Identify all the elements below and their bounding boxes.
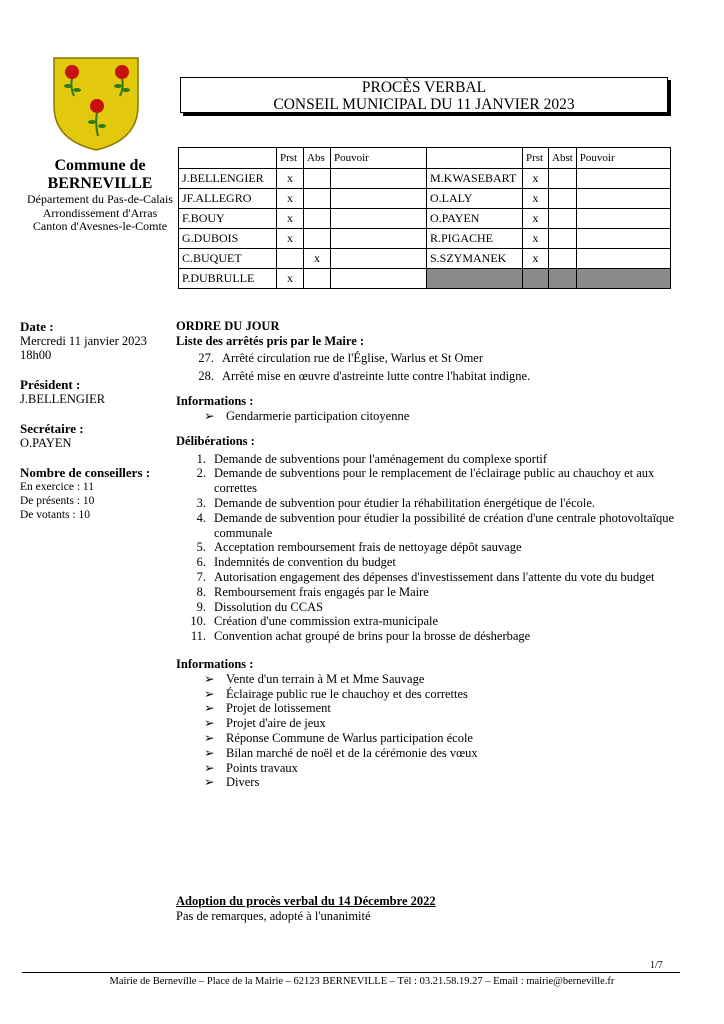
list-item: ➢ Points travaux <box>204 760 298 775</box>
arrow-bullet-icon: ➢ <box>204 730 215 745</box>
arrow-bullet-icon: ➢ <box>204 686 215 701</box>
commune-info: Département du Pas-de-Calais Arrondissement d'Arras Canton d'Avesnes-le-Comte <box>27 192 173 233</box>
empty-cell <box>523 269 549 289</box>
table-row: F.BOUY x O.PAYEN x <box>179 209 671 229</box>
agenda-title: ORDRE DU JOUR <box>176 319 280 333</box>
list-item: 28. Arrêté mise en œuvre d'astreinte lutte contre l'habitat indigne. <box>198 369 531 384</box>
councillors-count: Nombre de conseillers : En exercice : 11 De présents : 10 De votants : 10 <box>20 465 151 521</box>
meeting-date: Date : Mercredi 11 janvier 2023 18h00 <box>20 319 147 362</box>
table-row: JF.ALLEGRO x O.LALY x <box>179 189 671 209</box>
agenda <box>176 319 676 790</box>
list-item: ➢ Projet d'aire de jeux <box>204 716 326 731</box>
list-item: ➢ Divers <box>204 775 260 790</box>
list-item: 8. Remboursement frais engagés par le Maire <box>196 584 429 599</box>
arretes-title: Liste des arrêtés pris par le Maire : <box>176 333 365 348</box>
footer-divider <box>22 972 680 973</box>
list-item: ➢ Vente d'un terrain à M et Mme Sauvage <box>204 671 425 686</box>
attendance-table <box>178 147 671 289</box>
secretary: Secrétaire : O.PAYEN <box>20 421 84 450</box>
list-item: 1. Demande de subventions pour l'aménagement du complexe sportif <box>196 451 548 466</box>
president: Président : J.BELLENGIER <box>20 377 106 406</box>
list-item: ➢ Éclairage public rue le chauchoy et des correttes <box>204 686 468 701</box>
commune-name: Commune de BERNEVILLE <box>47 157 153 192</box>
arrow-bullet-icon: ➢ <box>204 745 215 760</box>
arrow-bullet-icon: ➢ <box>204 760 215 775</box>
info2-list <box>176 672 676 790</box>
footer-address: Mairie de Berneville – Place de la Mairie – 62123 BERNEVILLE – Tél : 03.21.58.19.27 – Email : mairie@berneville.fr <box>109 976 615 987</box>
deliberations-list <box>176 452 676 644</box>
list-item: ➢ Bilan marché de noël et de la cérémonie des vœux <box>204 745 478 760</box>
list-item: 27. Arrêté circulation rue de l'Église, Warlus et St Omer <box>198 350 483 365</box>
table-row: G.DUBOIS x R.PIGACHE x <box>179 229 671 249</box>
table-row: J.BELLENGIER x M.KWASEBART x <box>179 169 671 189</box>
adoption-text: Pas de remarques, adopté à l'unanimité <box>176 908 371 923</box>
table-row: C.BUQUET x S.SZYMANEK x <box>179 249 671 269</box>
deliberations-title: Délibérations : <box>176 433 255 448</box>
list-item: ➢ Projet de lotissement <box>204 701 331 716</box>
list-item: 11. Convention achat groupé de brins pour la brosse de désherbage <box>190 629 531 644</box>
table-row: P.DUBRULLE x <box>179 269 671 289</box>
table-header-row: Prst Abs Pouvoir Prst Abst Pouvoir <box>179 148 671 169</box>
list-item: 2. Demande de subventions pour le remplacement de l'éclairage public au chauchoy et aux correttes <box>196 466 655 496</box>
page-number: 1/7 <box>650 960 663 971</box>
list-item: 6. Indemnités de convention du budget <box>196 555 396 570</box>
list-item: 10. Création d'une commission extra-municipale <box>190 614 439 629</box>
adoption-section <box>176 894 676 924</box>
arrow-bullet-icon: ➢ <box>204 701 215 716</box>
arrow-bullet-icon: ➢ <box>204 716 215 731</box>
info2-title: Informations : <box>176 656 254 671</box>
empty-cell <box>427 269 523 289</box>
list-item: ➢ Réponse Commune de Warlus participation école <box>204 730 473 745</box>
empty-cell <box>576 269 670 289</box>
list-item: 5. Acceptation remboursement frais de nettoyage dépôt sauvage <box>196 540 522 555</box>
arrow-bullet-icon: ➢ <box>204 408 215 423</box>
coat-of-arms-shield-icon <box>52 56 140 152</box>
adoption-title: Adoption du procès verbal du 14 Décembre 2022 <box>176 894 436 908</box>
list-item: 7. Autorisation engagement des dépenses d'investissement dans l'attente du vote du budget <box>196 569 655 584</box>
empty-cell <box>549 269 577 289</box>
list-item: ➢ Gendarmerie participation citoyenne <box>204 408 410 423</box>
list-item: 4. Demande de subvention pour étudier la possibilité de création d'une centrale photovoltaïque communale <box>196 510 675 540</box>
list-item: 9. Dissolution du CCAS <box>196 599 324 614</box>
arrow-bullet-icon: ➢ <box>204 671 215 686</box>
arrow-bullet-icon: ➢ <box>204 775 215 790</box>
document-title: PROCÈS VERBAL CONSEIL MUNICIPAL DU 11 JANVIER 2023 <box>180 77 668 113</box>
list-item: 3. Demande de subvention pour étudier la réhabilitation énergétique de l'école. <box>196 495 596 510</box>
info1-title: Informations : <box>176 394 254 409</box>
